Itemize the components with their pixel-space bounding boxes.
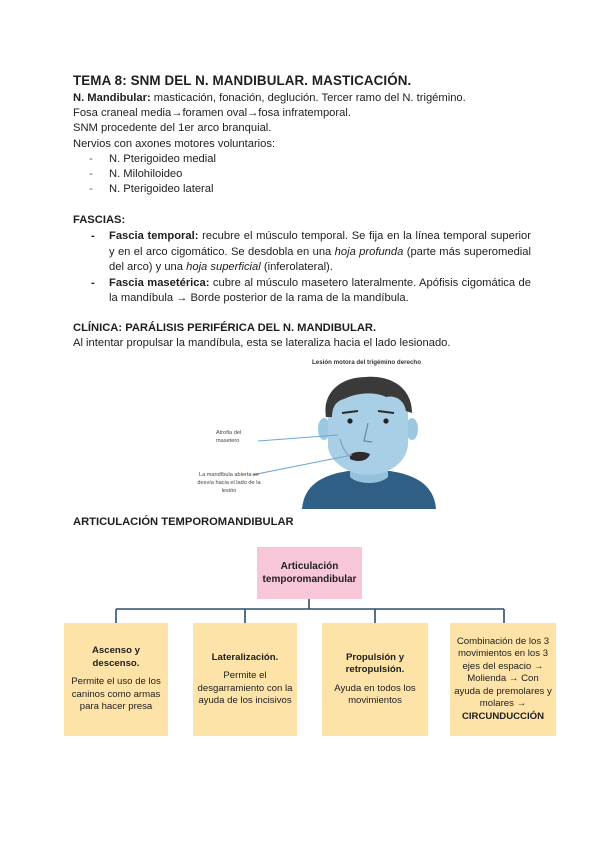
fascia-maseterica-label: Fascia masetérica: — [109, 276, 210, 289]
label-mandibula-line: lesión — [221, 488, 237, 494]
mandibular-label: N. Mandibular: — [73, 92, 151, 104]
label-mandibula-line: desvía hacia el lado de la — [197, 480, 261, 486]
snm-line: SNM procedente del 1er arco branquial. — [73, 122, 272, 135]
ascenso-head: Ascenso y descenso. — [92, 645, 140, 669]
atm-diagram — [60, 545, 560, 745]
hoja-superficial: hoja superficial — [186, 261, 261, 274]
ascenso-body: Permite el uso de los caninos como armas para hacer presa — [71, 676, 161, 713]
right-eye — [383, 418, 388, 423]
fascia-temporal-text-3: (inferolateral). — [260, 261, 333, 274]
combinacion-body: Combinación de los 3 movimientos en los 3 ejes del espacio → Molienda → Con ayuda de premolares y molares → — [454, 636, 552, 710]
nerve-list — [73, 152, 531, 198]
label-atrofia-line: Atrofia del — [216, 430, 242, 436]
propulsion-body: Ayuda en todos los movimientos — [334, 682, 416, 706]
label-mandibula — [190, 471, 268, 495]
label-atrofia — [216, 429, 241, 445]
articulacion-node-line: Articulación — [280, 561, 339, 572]
document-body — [73, 72, 531, 352]
combinacion-node — [450, 623, 556, 736]
mandibular-text: masticación, fonación, deglución. Tercer ramo del N. trigémino. — [150, 92, 466, 104]
fascia-temporal-text-2: (parte más superomedial del arco) y una — [109, 245, 531, 274]
mandibular-line — [73, 91, 531, 106]
left-eye — [347, 418, 352, 423]
clinica-heading: CLÍNICA: PARÁLISIS PERIFÉRICA DEL N. MANDIBULAR. — [73, 322, 377, 335]
label-atrofia-line: masetero — [216, 438, 240, 444]
fascia-maseterica-text: cubre al músculo masetero lateralmente. Apófisis cigomática de la mandíbula → Borde posterior de la rama de la mandíbula. — [109, 276, 531, 305]
articulacion-node — [257, 547, 362, 599]
fosa-line: Fosa craneal media→foramen oval→fosa infratemporal. — [73, 107, 351, 120]
lateralizacion-body: Permite el desgarramiento con la ayuda de los incisivos — [197, 670, 293, 706]
label-mandibula-line: La mandíbula abierta se — [198, 472, 260, 478]
fascia-temporal-text-1: recubre el músculo temporal. Se fija en la línea temporal superior y en el arco cigomático. Se desdobla en una — [109, 230, 531, 258]
fascias-heading: FASCIAS: — [73, 214, 126, 227]
nerve-item: - N. Pterigoideo medial — [89, 152, 531, 167]
circunduccion-label: CIRCUNDUCCIÓN — [461, 710, 545, 722]
page-title: TEMA 8: SNM DEL N. MANDIBULAR. MASTICACIÓN. — [73, 73, 412, 88]
fascia-list — [73, 229, 531, 306]
nerve-item: - N. Milohiloideo — [89, 167, 531, 182]
nerve-item: - N. Pterigoideo lateral — [89, 182, 531, 197]
articulacion-node-line: temporomandibular — [262, 574, 357, 585]
hoja-profunda: hoja profunda — [334, 245, 404, 258]
propulsion-head: Propulsión y retropulsión. — [345, 651, 405, 676]
clinica-text: Al intentar propulsar la mandíbula, esta se lateraliza hacia el lado lesionado. — [73, 337, 451, 350]
ascenso-node — [64, 623, 168, 736]
lateralizacion-head: Lateralización. — [211, 651, 279, 663]
fascia-maseterica-item — [91, 276, 531, 307]
lateralizacion-node — [193, 623, 297, 736]
trigeminal-lesion-figure — [190, 357, 536, 509]
nervios-line: Nervios con axones motores voluntarios: — [73, 137, 276, 150]
fascia-temporal-item — [91, 229, 531, 275]
fascia-temporal-label: Fascia temporal: — [109, 230, 199, 243]
figure-title: Lesión motora del trigémino derecho — [312, 359, 421, 366]
articulacion-heading: ARTICULACIÓN TEMPOROMANDIBULAR — [73, 516, 294, 528]
propulsion-node — [322, 623, 428, 736]
